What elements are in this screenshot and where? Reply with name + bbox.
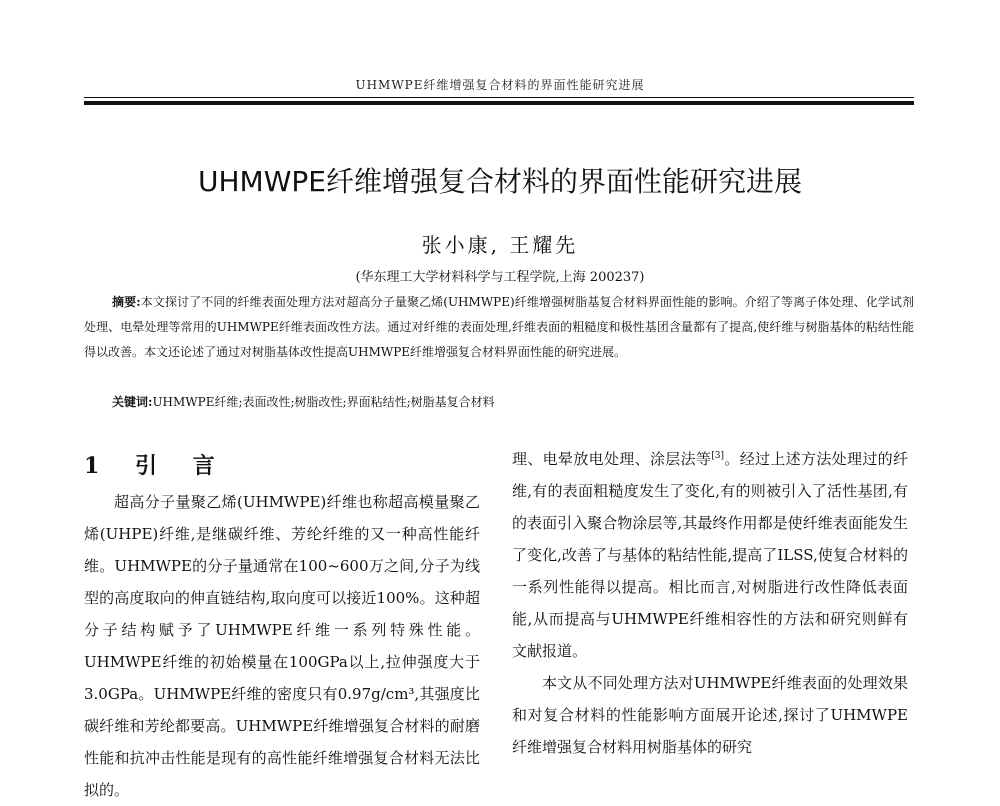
abstract <box>84 290 914 365</box>
abstract-text: 本文探讨了不同的纤维表面处理方法对超高分子量聚乙烯(UHMWPE)纤维增强树脂基复合材料界面性能的影响。介绍了等离子体处理、化学试剂处理、电晕处理等常用的UHMWPE纤维表面改性方法。通过对纤维的表面处理,纤维表面的粗糙度和极性基团含量都有了提高,使纤维与树脂基体的粘结性能得以改善。本文还论述了通过对树脂基体改性提高UHMWPE纤维增强复合材料界面性能的研究进展。 <box>84 295 914 359</box>
authors: 张小康, 王耀先 <box>421 233 579 257</box>
continued-text-b: 。经过上述方法处理过的纤维,有的表面粗糙度发生了变化,有的则被引入了活性基团,有的表面引入聚合物涂层等,其最终作用都是使纤维表面能发生了变化,改善了与基体的粘结性能,提高了ILSS,使复合材料的一系列性能得以提高。相比而言,对树脂进行改性降低表面能,从而提高与UHMWPE纤维相容性的方法和研究则鲜有文献报道。 <box>512 450 908 660</box>
citation-ref: [3] <box>711 451 725 461</box>
continued-text-a: 理、电晕放电处理、涂层法等 <box>512 450 712 468</box>
right-column <box>512 440 908 763</box>
abstract-label: 摘要: <box>112 295 141 309</box>
left-column <box>84 440 480 806</box>
continued-paragraph <box>512 440 908 667</box>
section-heading: 1 引 言 <box>84 453 229 479</box>
running-header: UHMWPE纤维增强复合材料的界面性能研究进展 <box>355 78 645 92</box>
affiliation: (华东理工大学材料科学与工程学院,上海 200237) <box>355 270 645 285</box>
keywords-text: UHMWPE纤维;表面改性;树脂改性;界面粘结性;树脂基复合材料 <box>152 395 495 409</box>
header-rule-thick <box>84 101 914 105</box>
article-title: UHMWPE纤维增强复合材料的界面性能研究进展 <box>198 165 802 198</box>
header-rule-thin <box>84 97 914 98</box>
keywords-label: 关键词: <box>112 395 153 409</box>
keywords <box>112 393 912 410</box>
scope-paragraph: 本文从不同处理方法对UHMWPE纤维表面的处理效果和对复合材料的性能影响方面展开论述,探讨了UHMWPE纤维增强复合材料用树脂基体的研究 <box>512 674 908 756</box>
intro-paragraph: 超高分子量聚乙烯(UHMWPE)纤维也称超高模量聚乙烯(UHPE)纤维,是继碳纤维、芳纶纤维的又一种高性能纤维。UHMWPE的分子量通常在100~600万之间,分子为线型的高度取向的伸直链结构,取向度可以接近100%。这种超分子结构赋予了UHMWPE纤维一系列特殊性能。UHMWPE纤维的初始模量在100GPa以上,拉伸强度大于3.0GPa。UHMWPE纤维的密度只有0.97g/cm³,其强度比碳纤维和芳纶都要高。UHMWPE纤维增强复合材料的耐磨性能和抗冲击性能是现有的高性能纤维增强复合材料无法比拟的。 <box>84 493 480 799</box>
